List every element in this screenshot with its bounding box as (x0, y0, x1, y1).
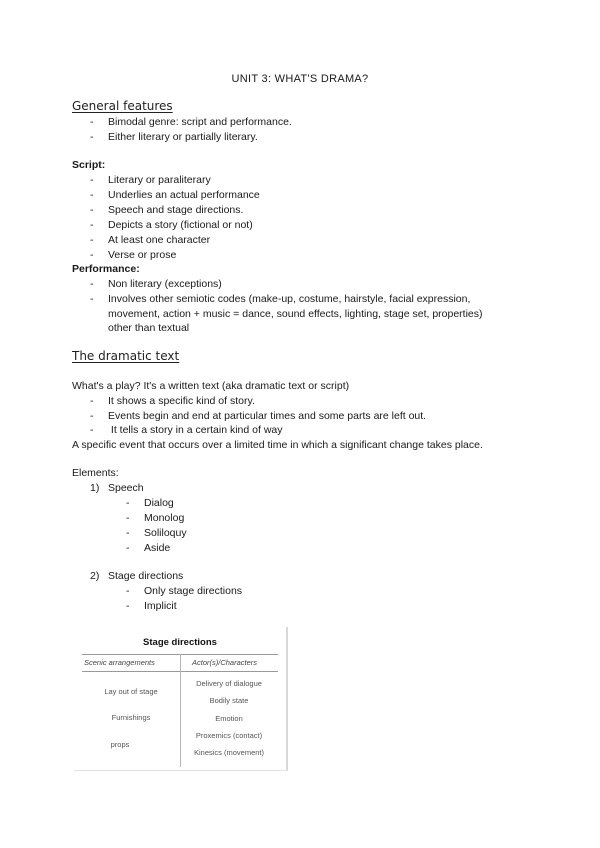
table-header-cell: Scenic arrangements (84, 658, 155, 667)
list-item: - Events begin and end at particular times and some parts are left out. (90, 410, 427, 422)
numbered-item: 2) Stage directions (90, 570, 184, 582)
list-item-continuation: other than textual (108, 322, 190, 334)
list-item: - Depicts a story (fictional or not) (90, 219, 253, 231)
elements-label: Elements: (72, 467, 119, 479)
page-title: UNIT 3: WHAT'S DRAMA? (231, 73, 369, 85)
sub-list-item: - Monolog (126, 512, 185, 524)
table-header-cell: Actor(s)/Characters (192, 658, 258, 667)
sub-list-item: - Implicit (126, 600, 177, 612)
list-item: - Non literary (exceptions) (90, 278, 222, 290)
list-item-continuation: movement, action + music = dance, sound effects, lighting, stage set, properties) (108, 308, 483, 320)
dramatic-intro: What's a play? It's a written text (aka dramatic text or script) (72, 380, 350, 392)
list-item: - At least one character (90, 234, 211, 246)
numbered-item: 1) Speech (90, 482, 144, 494)
performance-heading: Performance: (72, 263, 140, 275)
table-cell: Bodily state (209, 696, 249, 705)
list-item: - Verse or prose (90, 249, 177, 261)
script-heading: Script: (72, 159, 106, 171)
stage-directions-table (74, 627, 288, 771)
list-item: - Either literary or partially literary. (90, 131, 258, 143)
list-item: - It shows a specific kind of story. (90, 395, 255, 407)
table-title: Stage directions (143, 637, 217, 648)
list-item: - Bimodal genre: script and performance. (90, 116, 292, 128)
table-cell: Delivery of dialogue (196, 679, 262, 688)
table-cell: Furnishings (111, 713, 151, 722)
sub-list-item: - Soliloquy (126, 527, 187, 539)
dramatic-text-heading: The dramatic text (72, 349, 180, 363)
table-cell: Kinesics (movement) (193, 748, 265, 757)
table-cell: Proxemics (contact) (195, 731, 263, 740)
dramatic-summary: A specific event that occurs over a limited time in which a significant change takes place. (72, 439, 483, 451)
sub-list-item: - Aside (126, 542, 171, 554)
list-item: - Involves other semiotic codes (make-up, costume, hairstyle, facial expression, (90, 293, 471, 305)
general-features-heading: General features (72, 99, 173, 113)
table-cell: Emotion (215, 714, 243, 723)
sub-list-item: - Only stage directions (126, 585, 243, 597)
table-cell: props (110, 740, 130, 749)
table-cell: Lay out of stage (104, 687, 158, 696)
list-item: - Underlies an actual performance (90, 189, 260, 201)
list-item: - Speech and stage directions. (90, 204, 244, 216)
sub-list-item: - Dialog (126, 497, 174, 509)
list-item: - It tells a story in a certain kind of way (90, 424, 283, 436)
list-item: - Literary or paraliterary (90, 174, 211, 186)
